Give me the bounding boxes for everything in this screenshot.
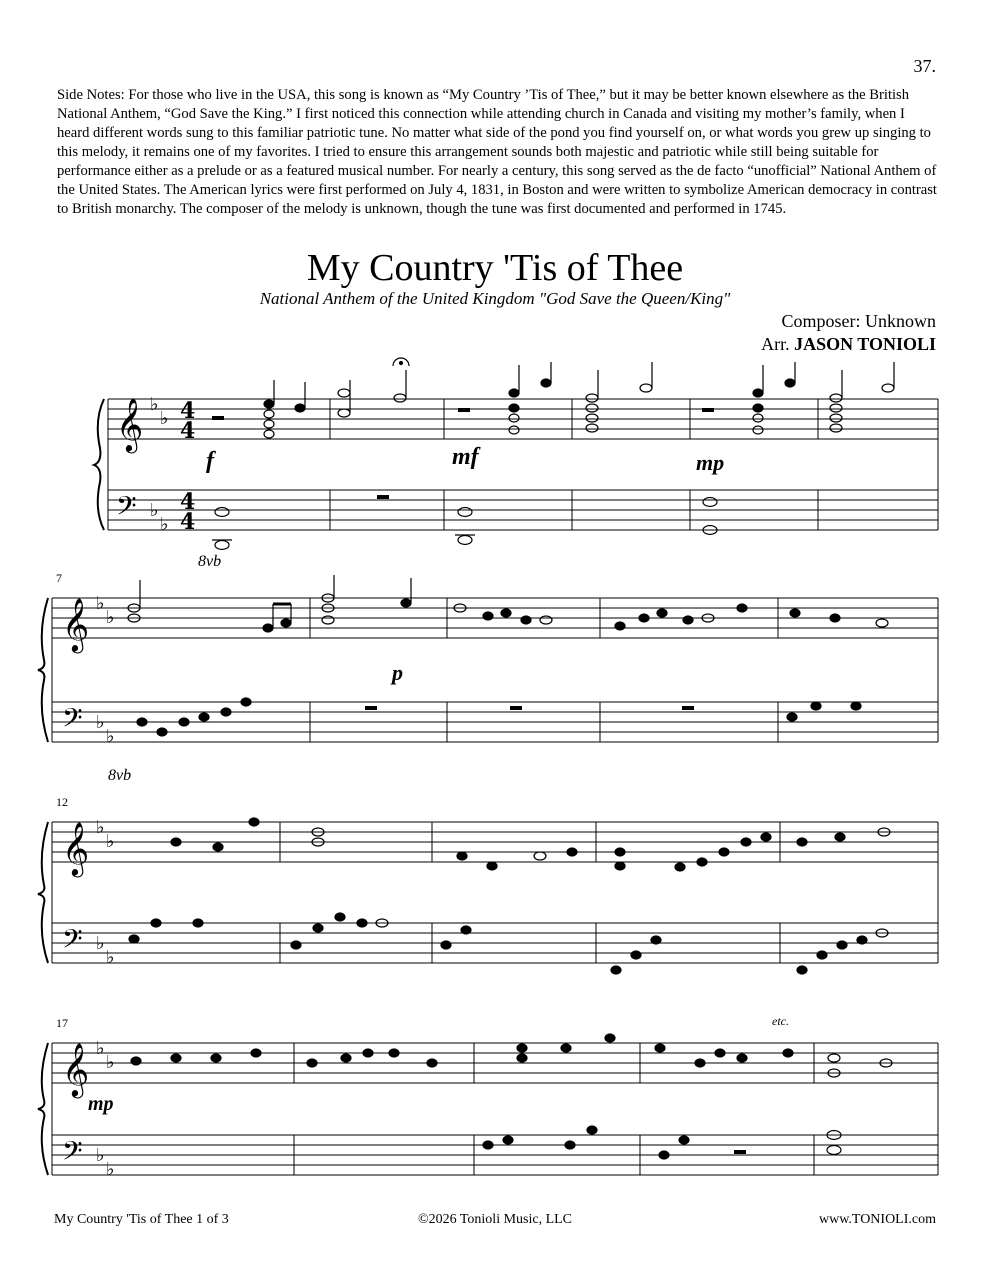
footer-title: My Country 'Tis of Thee 1 of 3 xyxy=(54,1212,229,1227)
time-signature-top: 4 xyxy=(180,489,196,515)
arranger-name: JASON TONIOLI xyxy=(794,334,936,354)
svg-text:♭: ♭ xyxy=(160,514,169,535)
page-number: 37. xyxy=(913,56,936,76)
composer-credit: Composer: Unknown xyxy=(781,311,936,331)
svg-text:♭: ♭ xyxy=(96,933,105,954)
svg-text:♭: ♭ xyxy=(96,593,105,614)
footer-copyright: ©2026 Tonioli Music, LLC xyxy=(417,1212,573,1227)
footer-website: www.TONIOLI.com xyxy=(818,1212,936,1227)
octave-mark: 8vb xyxy=(198,553,222,570)
svg-text:♭: ♭ xyxy=(106,726,115,747)
system-1 xyxy=(108,399,938,530)
sheet-music-score xyxy=(0,350,990,1190)
time-signature-bottom: 4 xyxy=(180,509,196,535)
svg-text:♭: ♭ xyxy=(106,1052,115,1073)
dynamic-marking: p xyxy=(392,660,403,685)
time-signature-bottom: 4 xyxy=(180,418,196,444)
dynamic-marking: mp xyxy=(696,450,725,475)
measure-number: 12 xyxy=(56,795,68,809)
dynamic-marking: mp xyxy=(88,1093,114,1115)
bass-clef-icon: 𝄢 xyxy=(62,1135,83,1173)
bass-clef-icon: 𝄢 xyxy=(116,490,137,528)
system-4 xyxy=(52,1043,938,1175)
svg-text:♭: ♭ xyxy=(150,394,159,415)
time-signature-top: 4 xyxy=(180,398,196,424)
svg-text:♭: ♭ xyxy=(96,1145,105,1166)
text-mark: etc. xyxy=(772,1014,789,1028)
octave-mark: 8vb xyxy=(108,767,132,784)
subtitle: National Anthem of the United Kingdom "God Save the Queen/King" xyxy=(259,289,731,308)
arranger-prefix: Arr. xyxy=(761,334,790,354)
svg-text:♭: ♭ xyxy=(150,500,159,521)
dynamic-marking: mf xyxy=(452,444,479,470)
bass-clef-icon: 𝄢 xyxy=(62,923,83,961)
dynamic-marking: f xyxy=(206,448,214,474)
measure-number: 7 xyxy=(56,571,62,585)
side-notes: Side Notes: For those who live in the USA, this song is known as “My Country ’Tis of Thee,” but it may be better known elsewhere as the British National Anthem, “God Save the King.” I first noticed this connection while attending church in Canada and visiting my mother’s family, when I heard different words sung to this familiar patriotic tune. No matter what side of the pond you find yourself on, or what words you grew up singing to this melody, it remains one of my favorites. I tried to ensure this arrangement sounds both majestic and patriotic while still being suitable for performance either as a prelude or as a featured musical number. For nearly a century, this song served as the de facto “unofficial” National Anthem of the United States. The American lyrics were first performed on July 4, 1831, in Boston and were written to symbolize American democracy in contrast to British monarchy. The composer of the melody is unknown, though the tune was first documented and performed in 1745. xyxy=(57,87,937,217)
measure-number: 17 xyxy=(56,1016,68,1030)
svg-text:♭: ♭ xyxy=(106,607,115,628)
svg-text:♭: ♭ xyxy=(106,831,115,852)
svg-text:♭: ♭ xyxy=(106,1159,115,1180)
treble-clef-icon: 𝄞 xyxy=(62,1042,90,1096)
treble-clef-icon: 𝄞 xyxy=(62,821,90,875)
bass-clef-icon: 𝄢 xyxy=(62,702,83,740)
treble-clef-icon: 𝄞 xyxy=(62,597,90,651)
svg-text:♭: ♭ xyxy=(160,408,169,429)
svg-text:♭: ♭ xyxy=(96,712,105,733)
svg-text:♭: ♭ xyxy=(96,817,105,838)
page-title: My Country 'Tis of Thee xyxy=(306,247,684,289)
svg-text:♭: ♭ xyxy=(106,947,115,968)
svg-text:♭: ♭ xyxy=(96,1038,105,1059)
treble-clef-icon: 𝄞 xyxy=(116,397,144,451)
